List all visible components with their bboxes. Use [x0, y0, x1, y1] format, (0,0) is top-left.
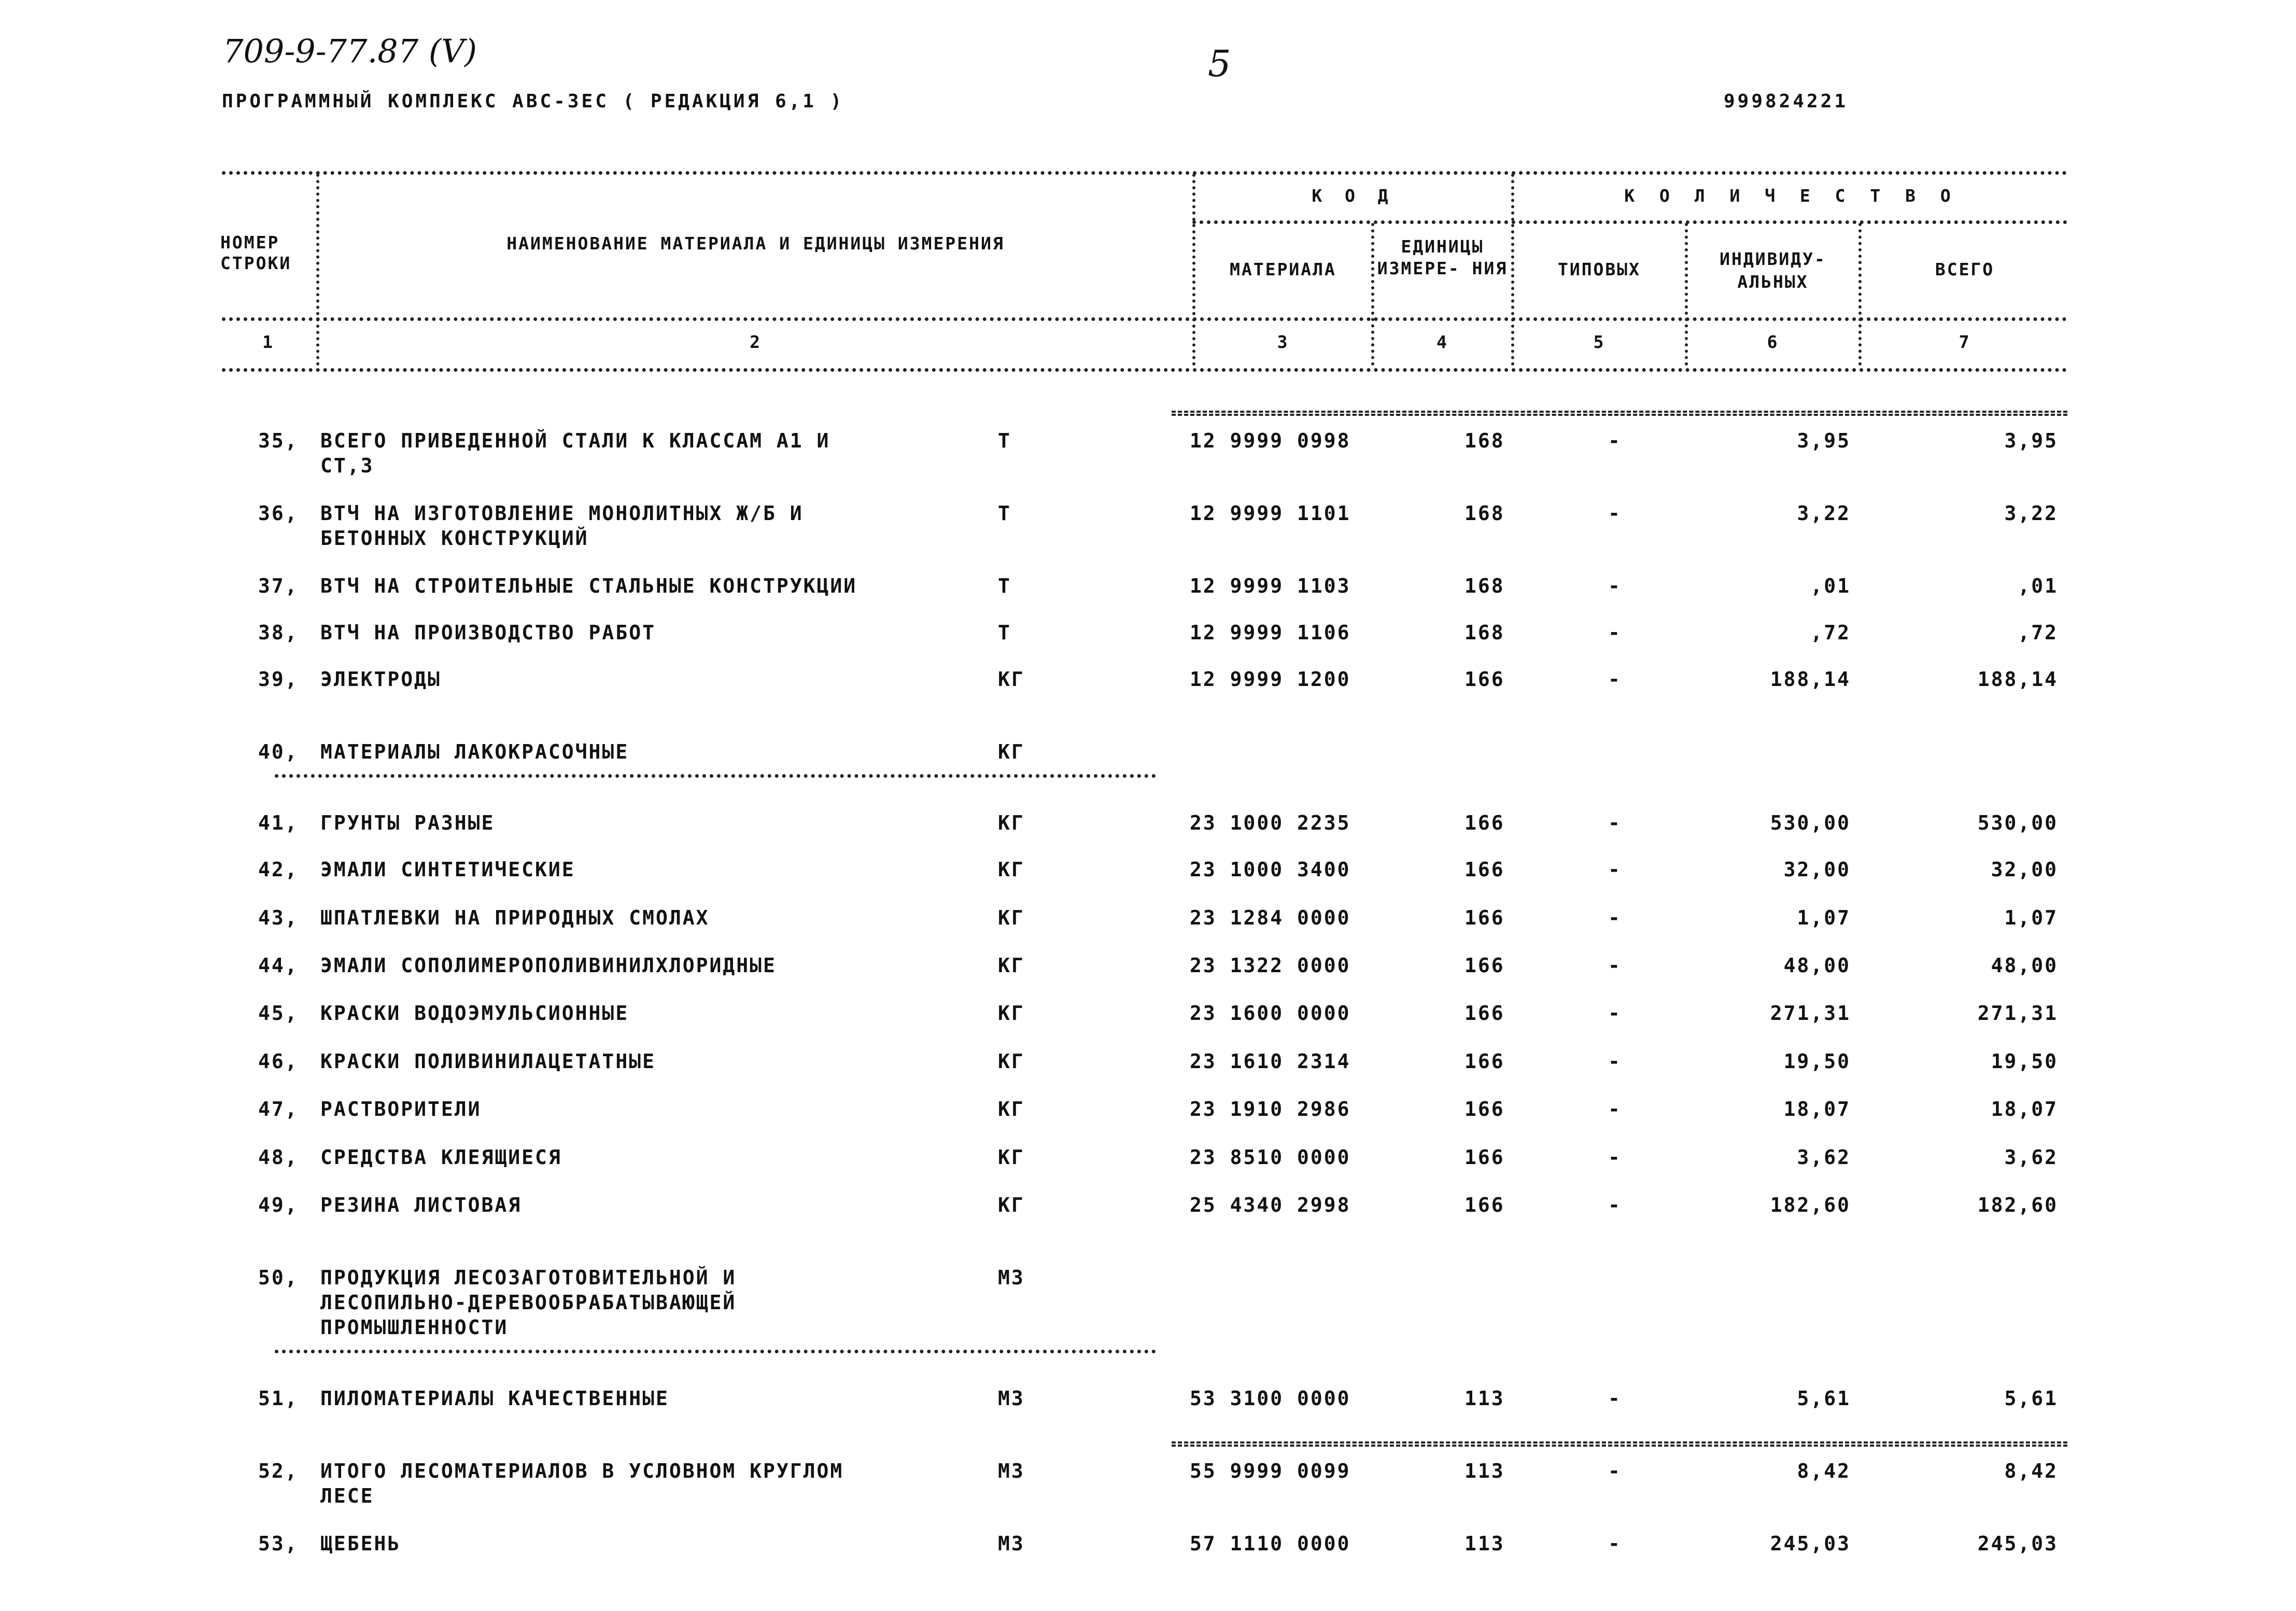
material-name: ВТЧ НА ИЗГОТОВЛЕНИЕ МОНОЛИТНЫХ Ж/Б И БЕТОННЫХ КОНСТРУКЦИЙ	[320, 502, 804, 550]
program-title: ПРОГРАММНЫЙ КОМПЛЕКС АВС-ЗЕС ( РЕДАКЦИЯ 6,1 )	[222, 91, 844, 112]
material-name: ЭМАЛИ СОПОЛИМЕРОПОЛИВИНИЛХЛОРИДНЫЕ	[320, 954, 777, 977]
unit-code: 166	[1464, 1002, 1505, 1025]
qty-typical: -	[1608, 858, 1622, 881]
unit-code: 168	[1464, 575, 1505, 597]
unit-code: 168	[1464, 502, 1505, 525]
material-name: СРЕДСТВА КЛЕЯЩИЕСЯ	[320, 1146, 562, 1169]
colnum-7: 7	[1959, 332, 1971, 352]
qty-total: 182,60	[1977, 1194, 2058, 1216]
header-bottom-rule	[222, 317, 2067, 321]
material-code: 53 3100 0000	[1190, 1387, 1351, 1410]
material-name: КРАСКИ ПОЛИВИНИЛАЦЕТАТНЫЕ	[320, 1050, 656, 1073]
row-number: 45,	[258, 1002, 299, 1025]
material-code: 12 9999 0998	[1190, 429, 1351, 452]
unit: Т	[998, 502, 1011, 525]
row-number: 38,	[258, 621, 299, 644]
qty-typical: -	[1608, 1194, 1622, 1216]
material-name: ШПАТЛЕВКИ НА ПРИРОДНЫХ СМОЛАХ	[320, 906, 710, 929]
material-code: 23 1000 2235	[1190, 811, 1351, 834]
group-underline-40	[275, 774, 1156, 778]
code-group-rule	[1192, 220, 2067, 224]
row-number: 53,	[258, 1532, 299, 1555]
unit: КГ	[998, 1002, 1025, 1025]
header-qty-group: К О Л И Ч Е С Т В О	[1624, 186, 1958, 206]
row-number: 51,	[258, 1387, 299, 1410]
row-number: 47,	[258, 1098, 299, 1120]
colnum-3: 3	[1277, 332, 1289, 352]
material-code: 23 1600 0000	[1190, 1002, 1351, 1025]
qty-total: 271,31	[1977, 1002, 2058, 1025]
material-code: 12 9999 1200	[1190, 668, 1351, 691]
header-code-unit: ЕДИНИЦЫ ИЗМЕРЕ- НИЯ	[1377, 236, 1508, 278]
qty-individual: 3,22	[1797, 502, 1851, 525]
qty-individual: 32,00	[1783, 858, 1851, 881]
qty-typical: -	[1608, 502, 1622, 525]
material-name: МАТЕРИАЛЫ ЛАКОКРАСОЧНЫЕ	[320, 740, 629, 763]
colnum-1: 1	[262, 332, 274, 352]
header-row-number: НОМЕР СТРОКИ	[220, 232, 292, 273]
unit-code: 166	[1464, 858, 1505, 881]
material-code: 23 1284 0000	[1190, 906, 1351, 929]
material-code: 23 1000 3400	[1190, 858, 1351, 881]
qty-total: 3,62	[2004, 1146, 2058, 1169]
material-name: ПИЛОМАТЕРИАЛЫ КАЧЕСТВЕННЫЕ	[320, 1387, 669, 1410]
total-separator-2	[1172, 1441, 2067, 1447]
qty-typical: -	[1608, 429, 1622, 452]
qty-individual: 5,61	[1797, 1387, 1851, 1410]
qty-typical: -	[1608, 1532, 1622, 1555]
material-code: 57 1110 0000	[1190, 1532, 1351, 1555]
row-number: 35,	[258, 429, 299, 452]
qty-total: 530,00	[1977, 811, 2058, 834]
unit-code: 113	[1464, 1387, 1505, 1410]
qty-individual: 19,50	[1783, 1050, 1851, 1073]
unit: КГ	[998, 906, 1025, 929]
qty-total: 19,50	[1991, 1050, 2058, 1073]
row-number: 39,	[258, 668, 299, 691]
unit-code: 166	[1464, 906, 1505, 929]
qty-individual: 530,00	[1770, 811, 1851, 834]
qty-total: 1,07	[2004, 906, 2058, 929]
qty-typical: -	[1608, 621, 1622, 644]
qty-typical: -	[1608, 811, 1622, 834]
material-name: РАСТВОРИТЕЛИ	[320, 1098, 482, 1120]
header-qty-individual: ИНДИВИДУ- АЛЬНЫХ	[1720, 249, 1826, 292]
row-number: 49,	[258, 1194, 299, 1216]
material-name: ЭМАЛИ СИНТЕТИЧЕСКИЕ	[320, 858, 575, 881]
material-code: 12 9999 1103	[1190, 575, 1351, 597]
qty-typical: -	[1608, 1098, 1622, 1120]
material-name: ЭЛЕКТРОДЫ	[320, 668, 441, 691]
row-number: 48,	[258, 1146, 299, 1169]
unit: Т	[998, 621, 1011, 644]
unit: Т	[998, 575, 1011, 597]
qty-typical: -	[1608, 1387, 1622, 1410]
qty-total: 18,07	[1991, 1098, 2058, 1120]
unit-code: 113	[1464, 1460, 1505, 1482]
material-code: 23 1322 0000	[1190, 954, 1351, 977]
colnum-6: 6	[1767, 332, 1779, 352]
material-name: ВСЕГО ПРИВЕДЕННОЙ СТАЛИ К КЛАССАМ А1 И СТ,3	[320, 429, 830, 477]
qty-typical: -	[1608, 575, 1622, 597]
unit: КГ	[998, 858, 1025, 881]
material-code: 12 9999 1101	[1190, 502, 1351, 525]
material-name: ВТЧ НА ПРОИЗВОДСТВО РАБОТ	[320, 621, 656, 644]
qty-total: ,72	[2018, 621, 2058, 644]
material-name: ЩЕБЕНЬ	[320, 1532, 401, 1555]
unit: М3	[998, 1460, 1025, 1482]
unit: КГ	[998, 811, 1025, 834]
handwritten-stamp: 709-9-77.87 (V)	[223, 32, 477, 70]
qty-individual: ,01	[1810, 575, 1851, 597]
qty-individual: 188,14	[1770, 668, 1851, 691]
material-code: 23 1910 2986	[1190, 1098, 1351, 1120]
group-underline-50	[275, 1350, 1156, 1353]
qty-total: 5,61	[2004, 1387, 2058, 1410]
unit: КГ	[998, 1050, 1025, 1073]
qty-individual: 271,31	[1770, 1002, 1851, 1025]
handwritten-mark: 5	[1208, 43, 1231, 85]
qty-typical: -	[1608, 1146, 1622, 1169]
qty-individual: 18,07	[1783, 1098, 1851, 1120]
row-number: 52,	[258, 1460, 299, 1482]
unit-code: 166	[1464, 1194, 1505, 1216]
col-divider-2	[1192, 174, 1195, 366]
qty-total: 32,00	[1991, 858, 2058, 881]
qty-typical: -	[1608, 1050, 1622, 1073]
unit-code: 166	[1464, 811, 1505, 834]
qty-individual: 245,03	[1770, 1532, 1851, 1555]
unit-code: 113	[1464, 1532, 1505, 1555]
qty-total: 3,22	[2004, 502, 2058, 525]
document-code: 999824221	[1724, 91, 1849, 112]
material-name: ВТЧ НА СТРОИТЕЛЬНЫЕ СТАЛЬНЫЕ КОНСТРУКЦИИ	[320, 575, 857, 597]
unit: Т	[998, 429, 1011, 452]
unit-code: 166	[1464, 1050, 1505, 1073]
unit-code: 166	[1464, 1146, 1505, 1169]
row-number: 41,	[258, 811, 299, 834]
qty-total: 8,42	[2004, 1460, 2058, 1482]
qty-typical: -	[1608, 906, 1622, 929]
col-divider-4	[1511, 174, 1514, 366]
row-number: 46,	[258, 1050, 299, 1073]
total-separator-1	[1172, 411, 2067, 416]
header-qty-typical: ТИПОВЫХ	[1557, 259, 1641, 279]
qty-typical: -	[1608, 668, 1622, 691]
unit: М3	[998, 1387, 1025, 1410]
unit-code: 168	[1464, 429, 1505, 452]
unit: КГ	[998, 1098, 1025, 1120]
colnum-5: 5	[1593, 332, 1605, 352]
qty-individual: 3,95	[1797, 429, 1851, 452]
qty-total: 48,00	[1991, 954, 2058, 977]
qty-individual: ,72	[1810, 621, 1851, 644]
col-divider-3	[1371, 223, 1374, 366]
unit: КГ	[998, 1146, 1025, 1169]
row-number: 36,	[258, 502, 299, 525]
material-name: РЕЗИНА ЛИСТОВАЯ	[320, 1194, 522, 1216]
material-name: ИТОГО ЛЕСОМАТЕРИАЛОВ В УСЛОВНОМ КРУГЛОМ ЛЕСЕ	[320, 1460, 844, 1507]
material-code: 23 1610 2314	[1190, 1050, 1351, 1073]
unit-code: 168	[1464, 621, 1505, 644]
row-number: 42,	[258, 858, 299, 881]
qty-total: ,01	[2018, 575, 2058, 597]
header-code-material: МАТЕРИАЛА	[1230, 259, 1336, 279]
colnum-2: 2	[750, 332, 762, 352]
qty-typical: -	[1608, 1002, 1622, 1025]
material-code: 25 4340 2998	[1190, 1194, 1351, 1216]
col-divider-1	[316, 174, 319, 366]
qty-individual: 182,60	[1770, 1194, 1851, 1216]
header-name: НАИМЕНОВАНИЕ МАТЕРИАЛА И ЕДИНИЦЫ ИЗМЕРЕНИЯ	[506, 233, 1005, 254]
row-number: 44,	[258, 954, 299, 977]
qty-individual: 3,62	[1797, 1146, 1851, 1169]
material-code: 12 9999 1106	[1190, 621, 1351, 644]
unit-code: 166	[1464, 668, 1505, 691]
qty-total: 3,95	[2004, 429, 2058, 452]
colnum-bottom-rule	[222, 368, 2067, 372]
colnum-4: 4	[1436, 332, 1448, 352]
row-number: 50,	[258, 1266, 299, 1289]
material-name: КРАСКИ ВОДОЭМУЛЬСИОННЫЕ	[320, 1002, 629, 1025]
unit-code: 166	[1464, 954, 1505, 977]
material-code: 55 9999 0099	[1190, 1460, 1351, 1482]
qty-typical: -	[1608, 1460, 1622, 1482]
qty-individual: 8,42	[1797, 1460, 1851, 1482]
row-number: 40,	[258, 740, 299, 763]
qty-individual: 48,00	[1783, 954, 1851, 977]
material-name: ГРУНТЫ РАЗНЫЕ	[320, 811, 495, 834]
unit-code: 166	[1464, 1098, 1505, 1120]
row-number: 37,	[258, 575, 299, 597]
qty-total: 245,03	[1977, 1532, 2058, 1555]
qty-typical: -	[1608, 954, 1622, 977]
row-number: 43,	[258, 906, 299, 929]
header-qty-total: ВСЕГО	[1935, 259, 1995, 279]
col-divider-6	[1858, 223, 1862, 366]
header-top-rule	[222, 171, 2067, 175]
unit: КГ	[998, 668, 1025, 691]
unit: М3	[998, 1532, 1025, 1555]
header-code-group: К О Д	[1312, 186, 1394, 206]
unit: КГ	[998, 954, 1025, 977]
unit: КГ	[998, 1194, 1025, 1216]
qty-individual: 1,07	[1797, 906, 1851, 929]
qty-total: 188,14	[1977, 668, 2058, 691]
material-name: ПРОДУКЦИЯ ЛЕСОЗАГОТОВИТЕЛЬНОЙ И ЛЕСОПИЛЬНО-ДЕРЕВООБРАБАТЫВАЮЩЕЙ ПРОМЫШЛЕННОСТИ	[320, 1266, 737, 1339]
unit: М3	[998, 1266, 1025, 1289]
col-divider-5	[1685, 223, 1688, 366]
unit: КГ	[998, 740, 1025, 763]
material-code: 23 8510 0000	[1190, 1146, 1351, 1169]
